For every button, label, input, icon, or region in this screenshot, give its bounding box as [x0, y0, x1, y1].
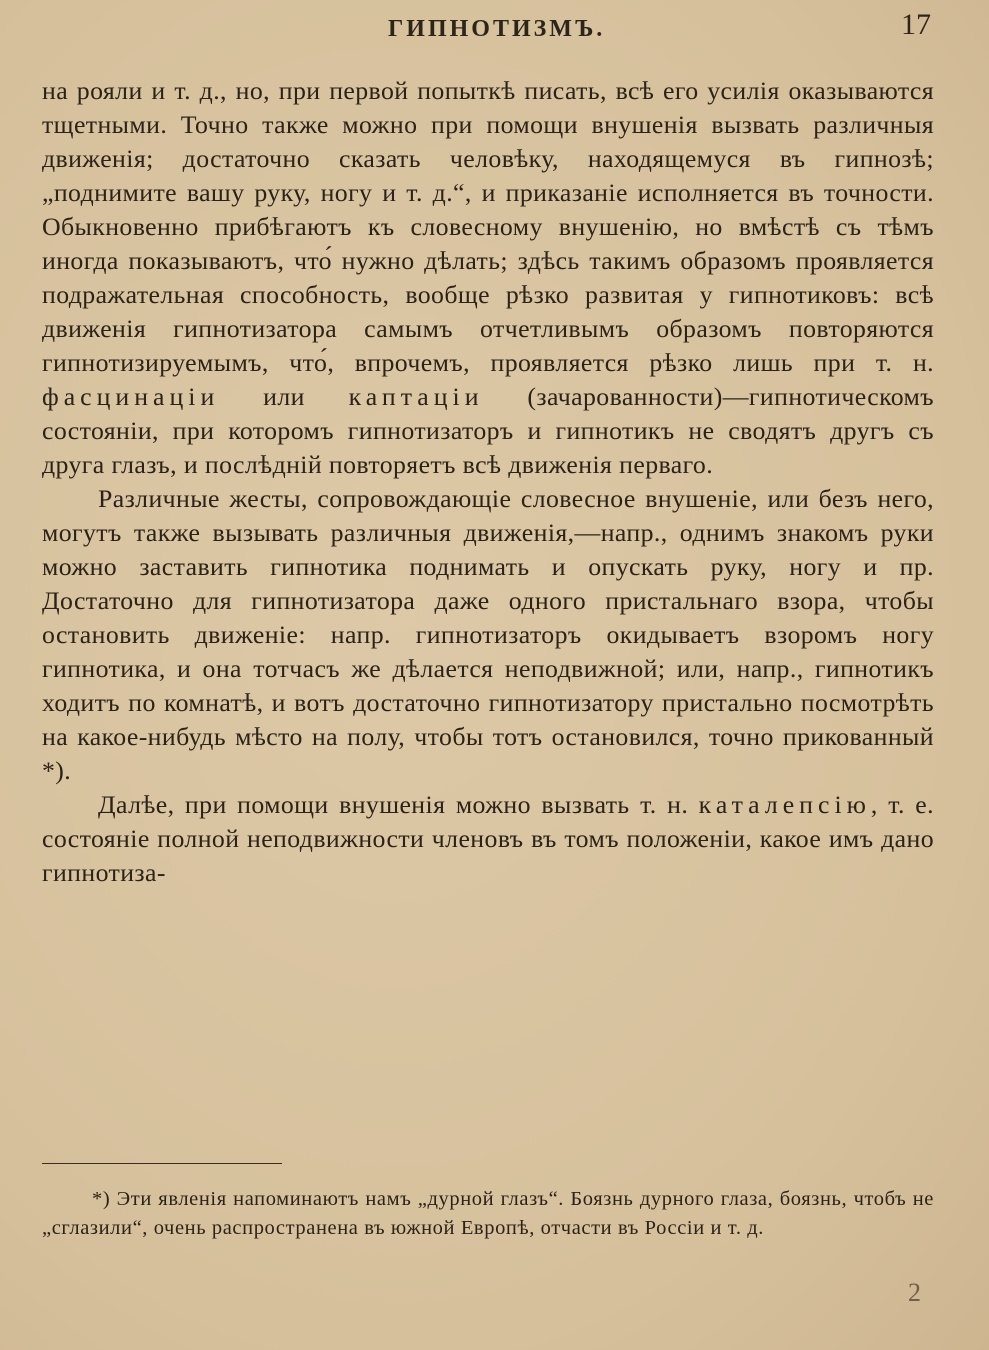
- footnote: [42, 1185, 934, 1243]
- paragraph-3-end: , т. е. состояніе полной неподвижности членовъ въ томъ положеніи, какое имъ дано гипнотиза-: [42, 790, 934, 887]
- paragraph-1-or: или: [219, 382, 349, 411]
- running-head: ГИПНОТИЗМЪ.: [388, 16, 606, 42]
- footnote-text: *) Эти явленія напоминаютъ намъ „дурной глазъ“. Боязнь дурного глаза, боязнь, чтобъ не „сглазили“, очень распространена въ южной Европѣ, отчасти въ Россіи и т. д.: [42, 1188, 934, 1239]
- paragraph-1: [42, 74, 934, 482]
- footnote-divider: [42, 1163, 282, 1164]
- paragraph-1-end: (зачарованности)—гипнотическомъ состояніи, при которомъ гипнотизаторъ и гипнотикъ не сводятъ другъ съ друга глазъ, и послѣдній повторяетъ всѣ движенія перваго.: [42, 382, 934, 479]
- paragraph-1-start: на рояли и т. д., но, при первой попыткѣ писать, всѣ его усилія оказываются тщетными. Точно также можно при помощи внушенія вызвать различныя движенія; достаточно сказать человѣку, находящемуся въ гипнозѣ; „поднимите вашу руку, ногу и т. д.“, и приказаніе исполняется въ точности. Обыкновенно прибѣгаютъ къ словесному внушенію, но вмѣстѣ съ тѣмъ иногда показываютъ, что́ нужно дѣлать; здѣсь такимъ образомъ проявляется подражательная способность, вообще рѣзко развитая у гипнотиковъ: всѣ движенія гипнотизатора самымъ отчетливымъ образомъ повторяются гипнотизируемымъ, что́, впрочемъ, проявляется рѣзко лишь при т. н.: [42, 76, 934, 377]
- paragraph-3: [42, 788, 934, 890]
- page-header: [0, 8, 989, 48]
- paragraph-3-start: Далѣе, при помощи внушенія можно вызвать т. н.: [98, 790, 699, 819]
- signature-mark: 2: [908, 1278, 921, 1307]
- paragraph-2: Различные жесты, сопровождающіе словесное внушеніе, или безъ него, могутъ также вызывать различныя движенія,—напр., однимъ знакомъ руки можно заставить гипнотика поднимать и опускать руку, ногу и пр. Достаточно для гипнотизатора даже одного пристальнаго взора, чтобы остановить движеніе: напр. гипнотизаторъ окидываетъ взоромъ ногу гипнотика, и она тотчасъ же дѣлается неподвижной; или, напр., гипнотикъ ходитъ по комнатѣ, и вотъ достаточно гипнотизатору пристально посмотрѣть на какое-нибудь мѣсто на полу, чтобы тотъ остановился, точно прикованный *).: [42, 484, 934, 785]
- term-captation: каптаціи: [348, 382, 484, 411]
- page-number: 17: [901, 8, 931, 41]
- term-fascination: фасцинаціи: [42, 382, 220, 411]
- term-catalepsy: каталепсію: [698, 790, 871, 819]
- main-text: [42, 74, 934, 890]
